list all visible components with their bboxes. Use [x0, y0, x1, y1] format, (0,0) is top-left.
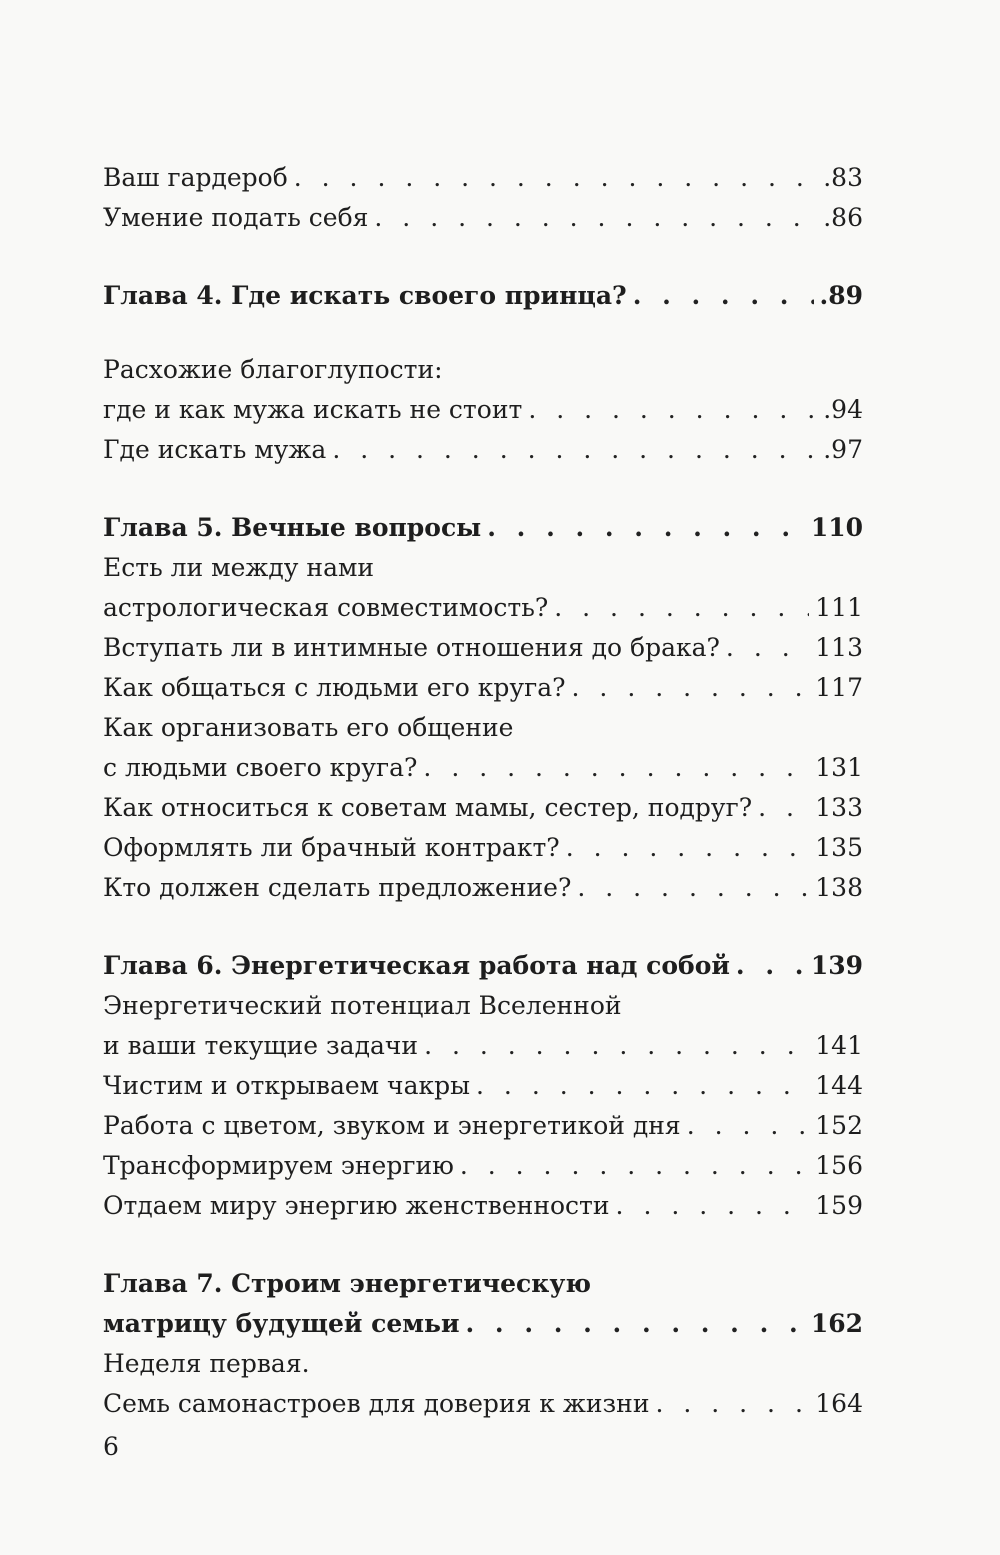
toc-chapter-page: 162: [810, 1309, 863, 1338]
toc-entry: [103, 158, 863, 198]
toc-entry-title: Где искать мужа: [103, 435, 327, 464]
dot-leader: [374, 198, 817, 238]
dot-leader: [294, 158, 817, 198]
toc-entry-title: Неделя первая.: [103, 1349, 310, 1378]
toc-entry-page: .97: [823, 435, 863, 464]
toc-entry-title: Работа с цветом, звуком и энергетикой дня: [103, 1111, 681, 1140]
toc-entry-title: Оформлять ли брачный контракт?: [103, 833, 560, 862]
dot-leader: [332, 430, 817, 470]
dot-leader: [687, 1106, 810, 1146]
toc-entry: [103, 430, 863, 470]
dot-leader: [577, 868, 809, 908]
toc-entry: [103, 628, 863, 668]
toc-chapter-title: матрицу будущей семьи: [103, 1309, 460, 1338]
toc-entry-page: 135: [815, 833, 863, 862]
toc-entry-page: 144: [815, 1071, 863, 1100]
toc-entry-page: 152: [815, 1111, 863, 1140]
toc-entry: [103, 986, 863, 1026]
dot-leader: [726, 628, 809, 668]
toc-chapter: [103, 276, 863, 316]
toc-entry-page: 156: [815, 1151, 863, 1180]
dot-leader: [424, 1026, 809, 1066]
dot-leader: [554, 588, 809, 628]
toc-entry-page: .86: [823, 203, 863, 232]
dot-leader: [460, 1146, 809, 1186]
toc-entry-title: Семь самонастроев для доверия к жизни: [103, 1389, 650, 1418]
toc-entry-page: .83: [823, 163, 863, 192]
toc-entry: [103, 588, 863, 628]
toc-entry: [103, 668, 863, 708]
dot-leader: [423, 748, 809, 788]
dot-leader: [572, 668, 810, 708]
toc-entry-title: Как относиться к советам мамы, сестер, подруг?: [103, 793, 753, 822]
page-number: 6: [103, 1432, 119, 1461]
toc-entry-title: Расхожие благоглупости:: [103, 355, 443, 384]
toc-entry: [103, 788, 863, 828]
dot-leader: [476, 1066, 809, 1106]
toc-chapter-title: Глава 6. Энергетическая работа над собой: [103, 951, 730, 980]
toc-entry-title: где и как мужа искать не стоит: [103, 395, 523, 424]
toc-entry: [103, 198, 863, 238]
dot-leader: [736, 946, 805, 986]
toc-entry-page: 113: [815, 633, 863, 662]
toc-entry: [103, 748, 863, 788]
toc-entry: [103, 1344, 863, 1384]
toc-chapter-page: 110: [810, 513, 863, 542]
toc-entry-page: 111: [815, 593, 863, 622]
toc-entry-page: 138: [815, 873, 863, 902]
toc-entry-title: Как общаться с людьми его круга?: [103, 673, 566, 702]
toc-entry: [103, 868, 863, 908]
dot-leader: [616, 1186, 810, 1226]
toc-entry-title: Вступать ли в интимные отношения до брака?: [103, 633, 720, 662]
toc-entry: [103, 708, 863, 748]
toc-entry-title: и ваши текущие задачи: [103, 1031, 419, 1060]
toc-entry: [103, 350, 863, 390]
toc-entry-page: 159: [815, 1191, 863, 1220]
toc-entry-page: 117: [815, 673, 863, 702]
toc-entry-title: астрологическая совместимость?: [103, 593, 549, 622]
toc-chapter: [103, 1264, 863, 1304]
toc-entry-title: Чистим и открываем чакры: [103, 1071, 471, 1100]
toc-chapter: [103, 946, 863, 986]
toc-entry-title: Трансформируем энергию: [103, 1151, 454, 1180]
toc-chapter-page: .89: [819, 281, 863, 310]
toc-entry: [103, 1026, 863, 1066]
table-of-contents: [103, 158, 863, 1424]
toc-entry-title: Кто должен сделать предложение?: [103, 873, 572, 902]
toc-chapter: [103, 1304, 863, 1344]
dot-leader: [566, 828, 810, 868]
toc-entry: [103, 1384, 863, 1424]
toc-entry: [103, 1066, 863, 1106]
toc-entry-title: Умение подать себя: [103, 203, 369, 232]
toc-chapter-page: 139: [810, 951, 863, 980]
toc-entry-title: Как организовать его общение: [103, 713, 514, 742]
toc-entry-title: Энергетический потенциал Вселенной: [103, 991, 622, 1020]
toc-entry-page: .94: [823, 395, 863, 424]
toc-entry: [103, 1146, 863, 1186]
toc-entry: [103, 828, 863, 868]
toc-entry: [103, 390, 863, 430]
dot-leader: [633, 276, 814, 316]
dot-leader: [487, 508, 805, 548]
toc-entry-title: с людьми своего круга?: [103, 753, 418, 782]
toc-entry: [103, 548, 863, 588]
dot-leader: [528, 390, 817, 430]
toc-entry-page: 133: [815, 793, 863, 822]
toc-entry-title: Ваш гардероб: [103, 163, 288, 192]
toc-entry: [103, 1186, 863, 1226]
toc-entry-title: Отдаем миру энергию женственности: [103, 1191, 610, 1220]
dot-leader: [466, 1304, 805, 1344]
dot-leader: [758, 788, 809, 828]
toc-entry-page: 131: [815, 753, 863, 782]
toc-entry-page: 164: [815, 1389, 863, 1418]
toc-entry-title: Есть ли между нами: [103, 553, 375, 582]
toc-chapter-title: Глава 5. Вечные вопросы: [103, 513, 482, 542]
toc-chapter-title: Глава 4. Где искать своего принца?: [103, 281, 627, 310]
toc-chapter-title: Глава 7. Строим энергетическую: [103, 1269, 591, 1298]
toc-entry-page: 141: [815, 1031, 863, 1060]
toc-entry: [103, 1106, 863, 1146]
toc-chapter: [103, 508, 863, 548]
dot-leader: [655, 1384, 809, 1424]
